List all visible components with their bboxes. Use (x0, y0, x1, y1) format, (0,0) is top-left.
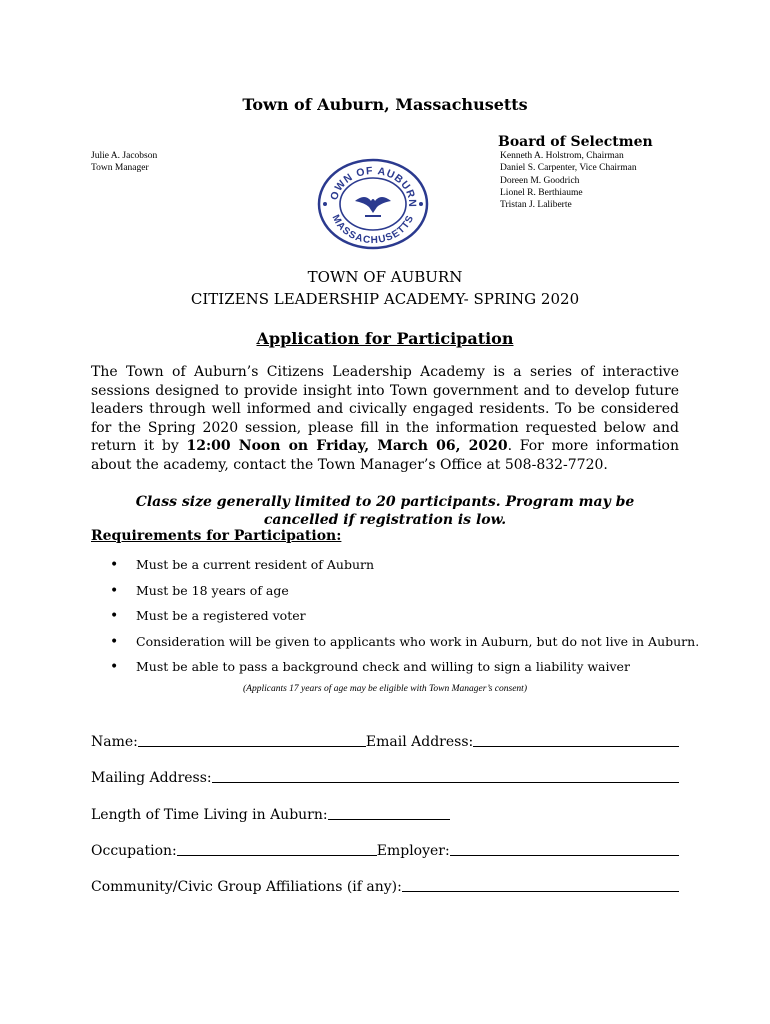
board-members-list (500, 150, 637, 211)
board-member: Kenneth A. Holstrom, Chairman (500, 151, 624, 161)
length-label: Length of Time Living in Auburn: (91, 807, 328, 823)
class-size-notice: Class size generally limited to 20 participants. Program may be cancelled if registration is low. (135, 494, 635, 528)
requirement-item: • Must be 18 years of age (110, 581, 710, 607)
requirement-item: • Consideration will be given to applicants who work in Auburn, but do not live in Auburn. (110, 632, 710, 658)
intro-text-1: The Town of Auburn’s Citizens Leadership Academy is a series of interactive sessions designed to provide insight into Town government and to develop future leaders through well informed and civically engaged residents. To be considered for the Spring 2020 session, please fill in the information requested below and return it by (91, 364, 679, 455)
length-row (91, 805, 679, 823)
seal-bottom-text: MASSACHUSETTS (329, 213, 417, 247)
board-member: Doreen M. Goodrich (500, 175, 580, 186)
requirement-item: • Must be able to pass a background check and willing to sign a liability waiver (110, 657, 710, 683)
email-label: Email Address: (365, 734, 474, 750)
eagle-icon (355, 197, 391, 217)
board-member: Tristan J. Laliberte (500, 200, 572, 211)
requirements-list (110, 555, 710, 683)
board-title: Board of Selectmen (498, 134, 653, 150)
length-of-residence-field[interactable] (328, 805, 450, 820)
occupation-employer-row (91, 841, 679, 859)
intro-paragraph (91, 363, 679, 475)
town-title: Town of Auburn, Massachusetts (242, 95, 528, 114)
consent-note: (Applicants 17 years of age may be eligible with Town Manager’s consent) (242, 684, 527, 694)
requirement-item: • Must be a current resident of Auburn (110, 555, 710, 581)
town-seal-icon (315, 157, 431, 251)
mailing-label: Mailing Address: (91, 770, 212, 786)
occupation-label: Occupation: (91, 843, 177, 859)
employer-label: Employer: (376, 843, 450, 859)
employer-field[interactable] (450, 841, 679, 856)
email-field[interactable] (473, 732, 679, 747)
affiliations-field[interactable] (402, 877, 679, 892)
requirement-item: • Must be a registered voter (110, 606, 710, 632)
manager-title: Town Manager (91, 163, 149, 174)
mailing-row (91, 768, 679, 786)
title-line-1: TOWN OF AUBURN (307, 268, 463, 286)
mailing-address-field[interactable] (212, 768, 679, 783)
name-field[interactable] (138, 732, 366, 747)
town-manager-block (91, 150, 157, 175)
application-heading: Application for Participation (256, 329, 514, 348)
seal-top-text: OWN OF AUBURN (328, 164, 419, 208)
occupation-field[interactable] (177, 841, 377, 856)
affiliations-row (91, 877, 679, 895)
board-member: Daniel S. Carpenter, Vice Chairman (500, 163, 637, 174)
requirements-heading: Requirements for Participation: (91, 528, 342, 544)
board-member: Lionel R. Berthiaume (500, 187, 583, 198)
name-label: Name: (91, 734, 138, 750)
title-line-2: CITIZENS LEADERSHIP ACADEMY- SPRING 2020 (190, 290, 580, 308)
name-email-row (91, 732, 679, 750)
deadline-text: 12:00 Noon on Friday, March 06, 2020 (186, 438, 508, 455)
intro-text-2: . For more information about the academy, contact the Town Manager’s Office at 508-832-7720. (91, 438, 679, 473)
affiliations-label: Community/Civic Group Affiliations (if any): (91, 879, 402, 895)
manager-name: Julie A. Jacobson (91, 151, 158, 161)
